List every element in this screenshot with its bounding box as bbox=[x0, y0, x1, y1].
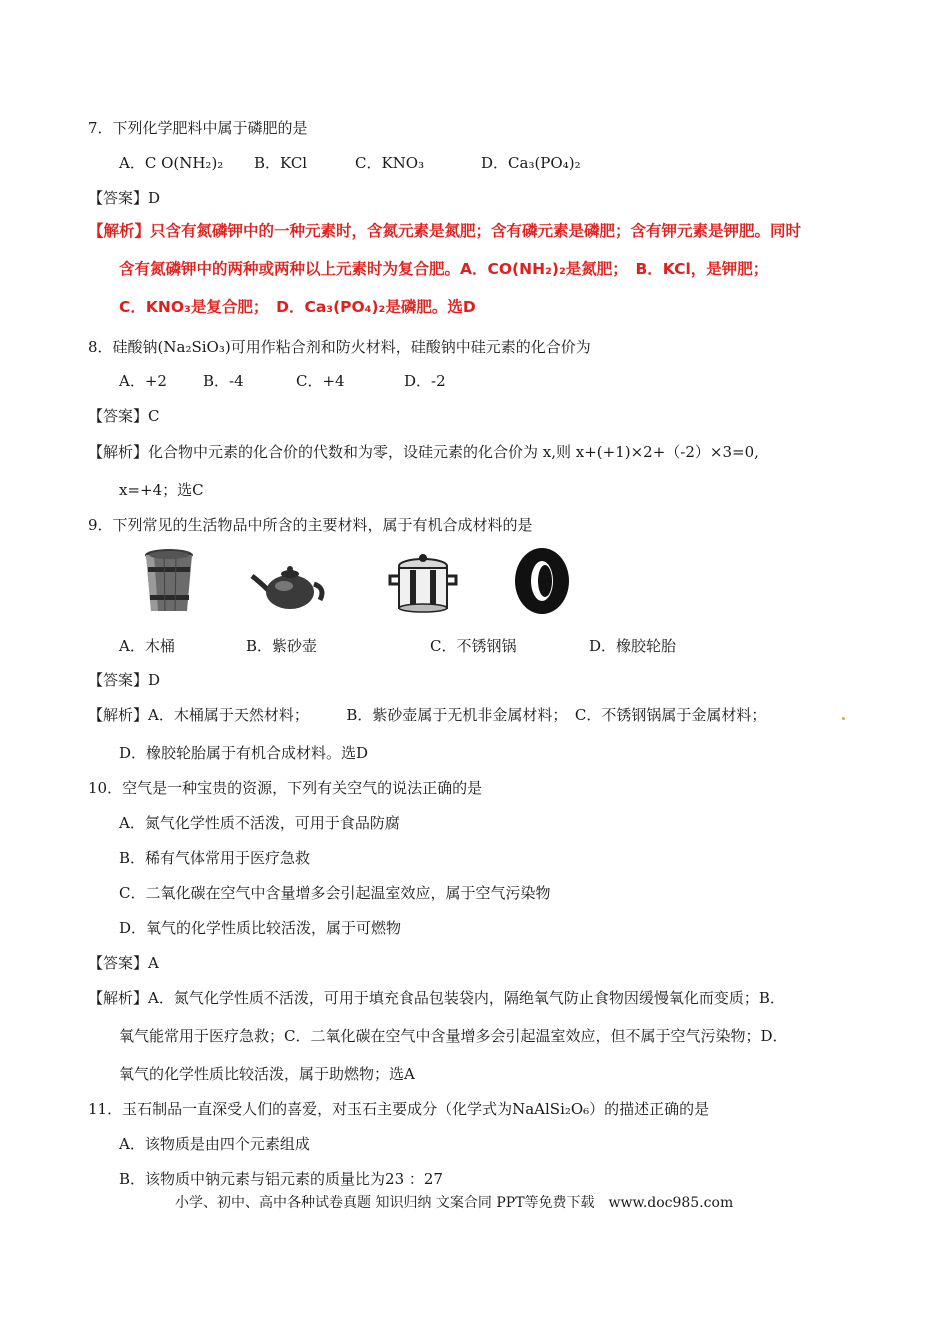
q10-analysis-line2: 氧气能常用于医疗急救；C．二氧化碳在空气中含量增多会引起温室效应，但不属于空气污染物；D． bbox=[119, 1027, 788, 1045]
q9-option-d: D．橡胶轮胎 bbox=[589, 637, 677, 655]
q8-option-d: D．-2 bbox=[404, 372, 446, 390]
q9-option-b: B．紫砂壶 bbox=[246, 637, 318, 655]
q10-analysis-line1: 【解析】A．氮气化学性质不活泼，可用于填充食品包装袋内，隔绝氧气防止食物因缓慢氧化而变质；B． bbox=[88, 989, 785, 1007]
rubber-tire-image bbox=[512, 546, 572, 616]
q8-option-b: B．-4 bbox=[203, 372, 244, 390]
q10-option-b: B．稀有气体常用于医疗急救 bbox=[119, 849, 311, 867]
q7-analysis-line3: C．KNO₃是复合肥； D．Ca₃(PO₄)₂是磷肥。选D bbox=[119, 298, 476, 316]
q8-option-a: A．+2 bbox=[119, 372, 167, 390]
q11-option-a: A．该物质是由四个元素组成 bbox=[119, 1135, 310, 1153]
q9-answer: 【答案】D bbox=[88, 671, 161, 689]
q9-option-a: A．木桶 bbox=[119, 637, 175, 655]
q8-analysis-line2: x=+4；选C bbox=[119, 481, 204, 499]
q10-stem: 10．空气是一种宝贵的资源，下列有关空气的说法正确的是 bbox=[88, 779, 483, 797]
q8-answer: 【答案】C bbox=[88, 407, 160, 425]
q8-stem: 8．硅酸钠(Na₂SiO₃)可用作粘合剂和防火材料，硅酸钠中硅元素的化合价为 bbox=[88, 338, 591, 356]
q9-analysis-line1: 【解析】A．木桶属于天然材料； B．紫砂壶属于无机非金属材料； C．不锈钢锅属于金属材料； bbox=[88, 706, 767, 724]
q8-option-c: C．+4 bbox=[296, 372, 345, 390]
q7-option-c: C．KNO₃ bbox=[355, 154, 425, 172]
q10-option-a: A．氮气化学性质不活泼，可用于食品防腐 bbox=[119, 814, 400, 832]
q11-stem: 11．玉石制品一直深受人们的喜爱，对玉石主要成分（化学式为NaAlSi₂O₆）的描述正确的是 bbox=[88, 1100, 710, 1118]
q10-option-d: D．氧气的化学性质比较活泼，属于可燃物 bbox=[119, 919, 402, 937]
q9-analysis-line2: D．橡胶轮胎属于有机合成材料。选D bbox=[119, 744, 369, 762]
q7-option-d: D．Ca₃(PO₄)₂ bbox=[481, 154, 581, 172]
q10-option-c: C．二氧化碳在空气中含量增多会引起温室效应，属于空气污染物 bbox=[119, 884, 551, 902]
page-footer: 小学、初中、高中各种试卷真题 知识归纳 文案合同 PPT等免费下载 www.doc985.com bbox=[175, 1195, 734, 1211]
steel-pot-image bbox=[388, 552, 458, 614]
q9-option-c: C．不锈钢锅 bbox=[430, 637, 517, 655]
q11-option-b: B．该物质中钠元素与铝元素的质量比为23 ：27 bbox=[119, 1170, 443, 1188]
q10-answer: 【答案】A bbox=[88, 954, 159, 972]
q8-analysis-line1: 【解析】化合物中元素的化合价的代数和为零，设硅元素的化合价为 x,则 x+(+1)×2+（-2）×3=0, bbox=[88, 443, 759, 461]
q9-stem: 9．下列常见的生活物品中所含的主要材料，属于有机合成材料的是 bbox=[88, 516, 533, 534]
speck-mark bbox=[842, 717, 845, 720]
q7-stem: 7．下列化学肥料中属于磷肥的是 bbox=[88, 119, 308, 137]
q7-analysis-line2: 含有氮磷钾中的两种或两种以上元素时为复合肥。A．CO(NH₂)₂是氮肥； B．KCl，是钾肥； bbox=[119, 260, 769, 278]
clay-teapot-image bbox=[250, 560, 330, 612]
q10-analysis-line3: 氧气的化学性质比较活泼，属于助燃物；选A bbox=[119, 1065, 415, 1083]
q7-option-b: B．KCl bbox=[254, 154, 308, 172]
q7-analysis-line1: 【解析】只含有氮磷钾中的一种元素时，含氮元素是氮肥；含有磷元素是磷肥；含有钾元素是钾肥。同时 bbox=[88, 222, 802, 240]
q7-answer: 【答案】D bbox=[88, 189, 161, 207]
q7-option-a: A．C O(NH₂)₂ bbox=[119, 154, 224, 172]
wooden-bucket-image bbox=[142, 547, 196, 615]
